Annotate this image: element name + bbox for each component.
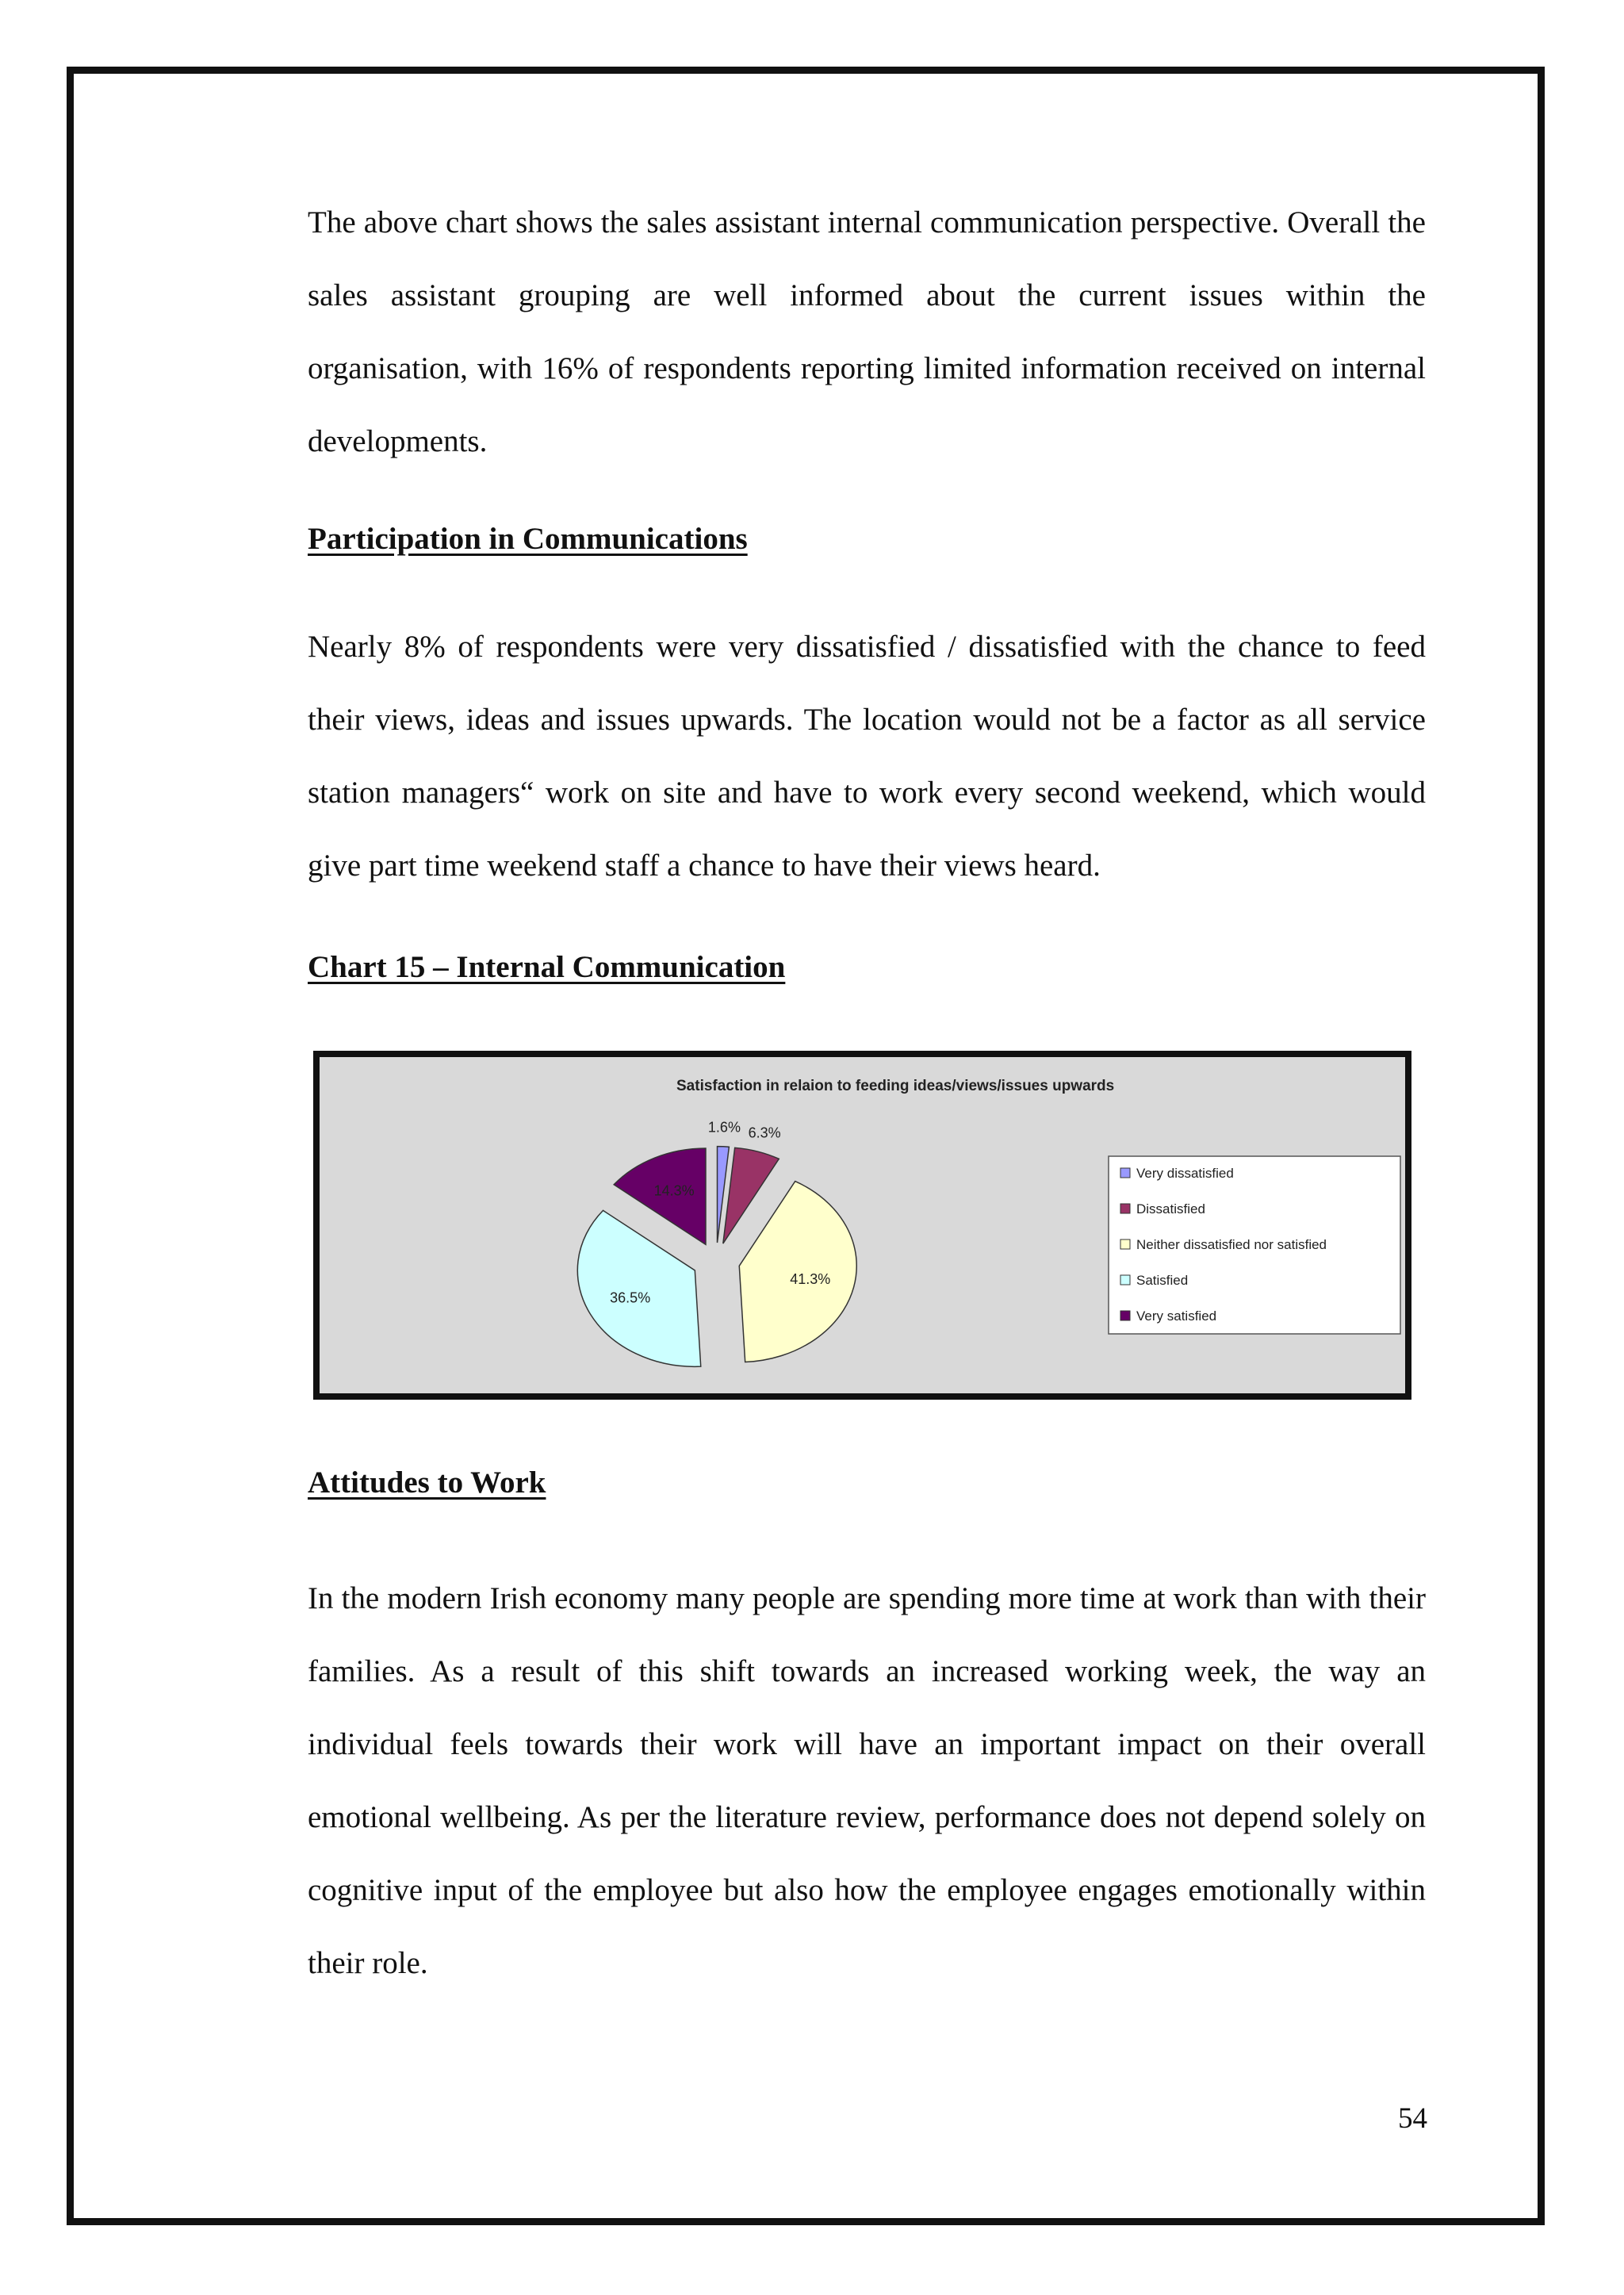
legend-swatch: [1120, 1204, 1130, 1213]
pie-slice: [577, 1210, 700, 1366]
legend-swatch: [1120, 1275, 1130, 1285]
legend-label: Very satisfied: [1136, 1308, 1217, 1324]
slice-value-label: 1.6%: [707, 1119, 741, 1136]
legend-label: Neither dissatisfied nor satisfied: [1136, 1237, 1327, 1252]
paragraph-intro: The above chart shows the sales assistant internal communication perspective. Overall the sales assistant grouping are well informed about the current issues within the organisation, with 16% of respondents reporting limited information received on internal developments.: [308, 205, 1426, 458]
paragraph-participation: Nearly 8% of respondents were very dissatisfied / dissatisfied with the chance to feed their views, ideas and issues upwards. The location would not be a factor as all service station managers“ work on site and have to work every second weekend, which would give part time weekend staff a chance to have their views heard.: [308, 630, 1426, 883]
slice-value-label: 14.3%: [653, 1182, 695, 1199]
page-number: 54: [1398, 2102, 1427, 2135]
chart-title: Satisfaction in relaion to feeding ideas/views/issues upwards: [676, 1078, 1115, 1094]
chart-legend: [1109, 1156, 1400, 1334]
legend-label: Satisfied: [1136, 1273, 1189, 1288]
heading-attitudes: Attitudes to Work: [308, 1466, 546, 1500]
pie-chart: [313, 1051, 1411, 1400]
slice-value-label: 41.3%: [790, 1270, 831, 1287]
heading-chart-15: Chart 15 – Internal Communication: [308, 950, 786, 984]
legend-swatch: [1120, 1311, 1130, 1320]
heading-participation: Participation in Communications: [308, 522, 748, 556]
pie-chart-svg: [320, 1057, 1405, 1393]
slice-value-label: 36.5%: [610, 1289, 651, 1306]
legend-label: Very dissatisfied: [1136, 1166, 1234, 1181]
legend-swatch: [1120, 1168, 1130, 1178]
legend-label: Dissatisfied: [1136, 1201, 1205, 1216]
pie-slices: [577, 1147, 856, 1367]
legend-swatch: [1120, 1239, 1130, 1249]
slice-value-label: 6.3%: [748, 1125, 781, 1141]
paragraph-attitudes: In the modern Irish economy many people are spending more time at work than with their families. As a result of this shift towards an increased working week, the way an individual feels towards their work will have an important impact on their overall emotional wellbeing. As per the literature review, performance does not depend solely on cognitive input of the employee but also how the employee engages emotionally within their role.: [308, 1581, 1426, 1980]
